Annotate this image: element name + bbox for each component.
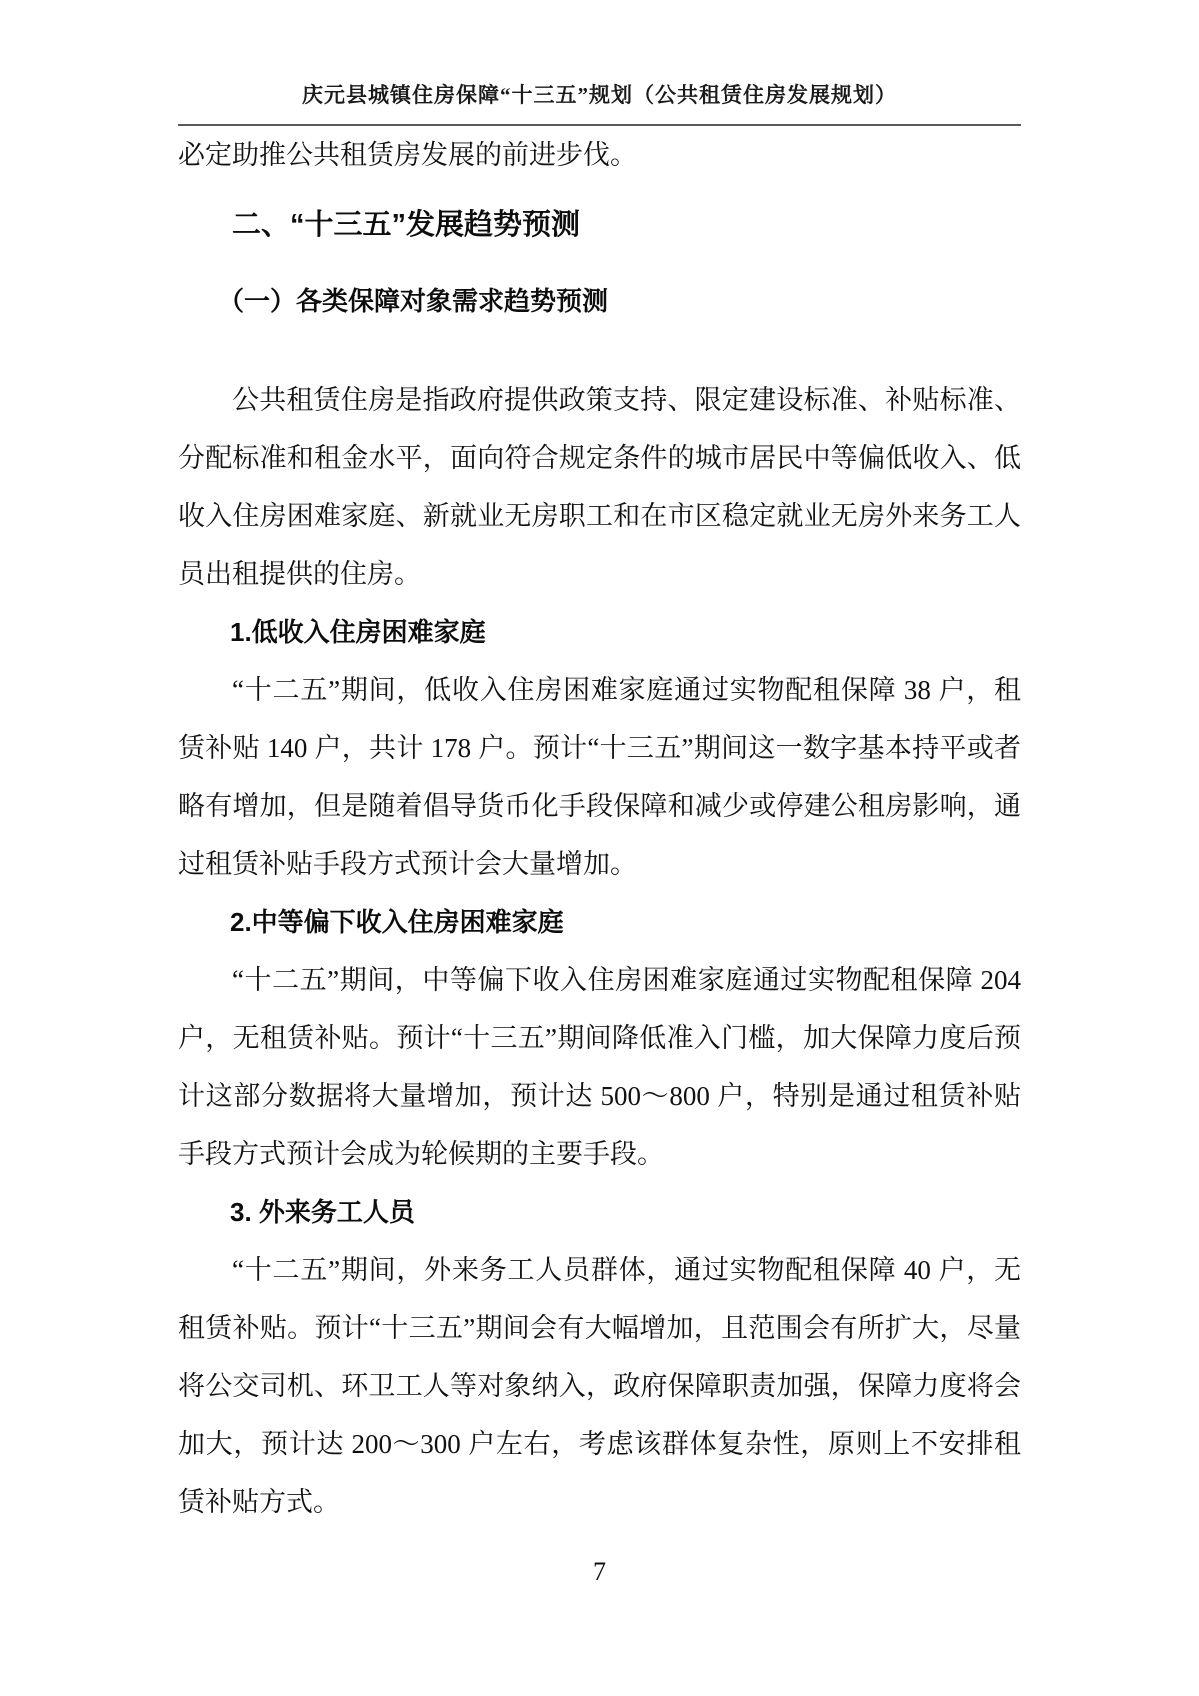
- item-paragraph-2: “十二五”期间，中等偏下收入住房困难家庭通过实物配租保障 204 户，无租赁补贴。预计“十三五”期间降低准入门槛，加大保障力度后预计这部分数据将大量增加，预计达 500～800 户，特别是通过租赁补贴手段方式预计会成为轮候期的主要手段。: [178, 965, 1021, 1169]
- document-body: [0, 126, 1199, 1531]
- paragraph-overview: 公共租赁住房是指政府提供政策支持、限定建设标准、补贴标准、分配标准和租金水平，面向符合规定条件的城市居民中等偏低收入、低收入住房困难家庭、新就业无房职工和在市区稳定就业无房外来务工人员出租提供的住房。: [178, 385, 1021, 589]
- paragraph-continuation: 必定助推公共租赁房发展的前进步伐。: [178, 140, 637, 170]
- subsection-heading: （一）各类保障对象需求趋势预测: [218, 286, 609, 316]
- page-number: 7: [593, 1557, 606, 1586]
- item-heading-1: 1.低收入住房困难家庭: [230, 617, 486, 647]
- item-heading-3: 3. 外来务工人员: [230, 1197, 415, 1227]
- page-header-title: 庆元县城镇住房保障“十三五”规划（公共租赁住房发展规划）: [302, 83, 897, 107]
- item-paragraph-3: “十二五”期间，外来务工人员群体，通过实物配租保障 40 户，无租赁补贴。预计“十三五”期间会有大幅增加，且范围会有所扩大，尽量将公交司机、环卫工人等对象纳入，政府保障职责加强，保障力度将会加大，预计达 200～300 户左右，考虑该群体复杂性，原则上不安排租赁补贴方式。: [178, 1255, 1021, 1517]
- page-footer: [0, 1552, 1199, 1592]
- item-paragraph-1: “十二五”期间，低收入住房困难家庭通过实物配租保障 38 户，租赁补贴 140 户，共计 178 户。预计“十三五”期间这一数字基本持平或者略有增加，但是随着倡导货币化手段保障和减少或停建公租房影响，通过租赁补贴手段方式预计会大量增加。: [178, 675, 1021, 879]
- section-heading: 二、“十三五”发展趋势预测: [232, 209, 581, 241]
- item-heading-2: 2.中等偏下收入住房困难家庭: [230, 907, 564, 937]
